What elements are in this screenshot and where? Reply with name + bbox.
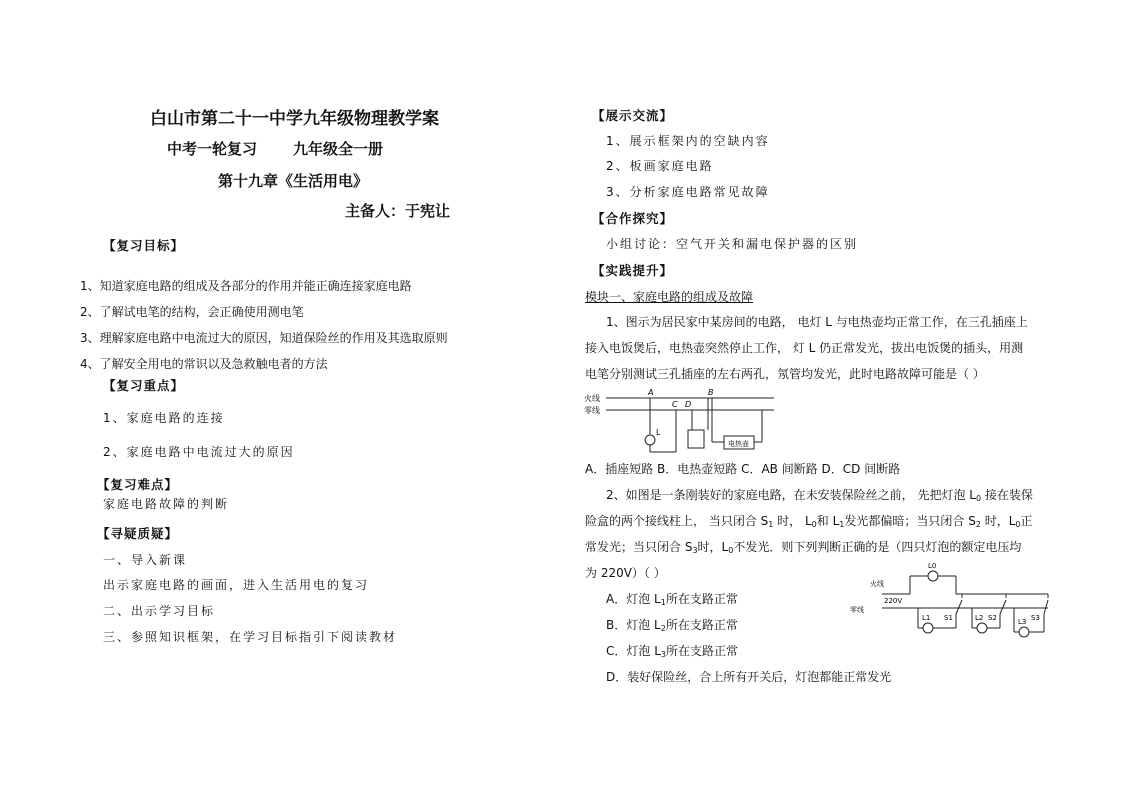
fig2-S1: S1 [944,614,953,622]
chapter-title: 第十九章《生活用电》 [218,172,369,190]
inquiry-item: 出示家庭电路的画面，进入生活用电的复习 [103,578,370,592]
module-title: 模块一、家庭电路的组成及故障 [585,290,754,304]
goal-item: 4、了解安全用电的常识以及急救触电者的方法 [80,357,328,371]
q2-line-4: 为 220V）（ ） [585,566,666,580]
key-point: 1、家庭电路的连接 [103,411,225,425]
q2-line-2: 险盒的两个接线柱上， 当只闭合 $S_1$ 时， $L_0$和 $L_1$发光都偏暗；当只闭合 $S_2$ 时，$L_0$正 [585,514,1033,529]
fig1-fire-label: 火线 [584,394,600,403]
coop-text: 小组讨论：空气开关和漏电保护器的区别 [606,237,859,251]
goal-item: 2、了解试电笔的结构，会正确使用测电笔 [80,305,304,319]
fig1-A: A [648,388,654,397]
fig1-C: C [672,400,678,409]
fig2-S2: S2 [988,614,997,622]
coop-heading: 【合作探究】 [592,211,674,226]
page-title: 白山市第二十一中学九年级物理教学案 [150,109,439,129]
inquiry-item: 三、参照知识框架，在学习目标指引下阅读教材 [103,630,398,644]
q1-line: 接入电饭煲后，电热壶突然停止工作， 灯 L 仍正常发光，拔出电饭煲的插头，用测 [585,341,1024,355]
inquiry-item: 二、出示学习目标 [103,604,216,618]
fig2-L0: L0 [928,562,937,570]
display-item: 2、板画家庭电路 [606,159,714,173]
inquiry-heading: 【寻疑质疑】 [97,526,179,541]
circuit-figure-1 [584,386,778,458]
subtitle-left: 中考一轮复习 [167,140,258,158]
fig2-voltage: 220V [884,597,903,605]
q2-line-3: 常发光；当只闭合 $S_3$时，$L_0$不发光．则下列判断正确的是（四只灯泡的额定电压均 [585,540,1022,555]
q2-option-b: B．灯泡 $L_2$所在支路正常 [606,618,738,633]
fig1-kettle: 电热壶 [728,440,749,448]
fig2-fire-label: 火线 [870,580,884,588]
q2-option-d: D．装好保险丝，合上所有开关后，灯泡都能正常发光 [606,670,892,684]
fig1-zero-label: 零线 [584,406,600,415]
goal-item: 1、知道家庭电路的组成及各部分的作用并能正确连接家庭电路 [80,279,412,293]
difficult-text: 家庭电路故障的判断 [103,497,230,511]
goal-item: 3、理解家庭电路中电流过大的原因，知道保险丝的作用及其选取原则 [80,331,448,345]
q2-option-c: C．灯泡 $L_3$所在支路正常 [606,644,738,659]
q1-line: 电笔分别测试三孔插座的左右两孔，氖管均发光，此时电路故障可能是（ ） [585,367,985,381]
display-item: 3、分析家庭电路常见故障 [606,185,770,199]
display-item: 1、展示框架内的空缺内容 [606,134,770,148]
display-heading: 【展示交流】 [592,108,674,123]
fig2-S3: S3 [1031,614,1040,622]
q2-option-a: A．灯泡 $L_1$所在支路正常 [606,592,738,607]
q1-options: A．插座短路 B．电热壶短路 C．AB 间断路 D．CD 间断路 [585,462,901,476]
difficult-heading: 【复习难点】 [97,477,179,492]
q1-line: 1、图示为居民家中某房间的电路， 电灯 L 与电热壶均正常工作，在三孔插座上 [606,315,1028,329]
subtitle-right: 九年级全一册 [293,140,384,158]
key-heading: 【复习重点】 [103,378,185,393]
fig2-L3: L3 [1018,618,1027,626]
fig1-B: B [708,388,714,397]
fig1-L: L [656,428,661,437]
fig2-zero-label: 零线 [850,606,864,614]
key-point: 2、家庭电路中电流过大的原因 [103,445,295,459]
fig1-D: D [685,400,692,409]
fig2-L2: L2 [975,614,984,622]
q2-line-1: 2、如图是一条刚装好的家庭电路，在未安装保险丝之前， 先把灯泡 $L_0$ 接在装保 [606,488,1033,503]
goals-heading: 【复习目标】 [103,238,185,253]
inquiry-item: 一、导入新课 [103,553,188,567]
circuit-figure-2 [848,560,1058,640]
author: 主备人：于宪让 [345,202,451,220]
fig2-L1: L1 [922,614,931,622]
practice-heading: 【实践提升】 [592,263,674,278]
